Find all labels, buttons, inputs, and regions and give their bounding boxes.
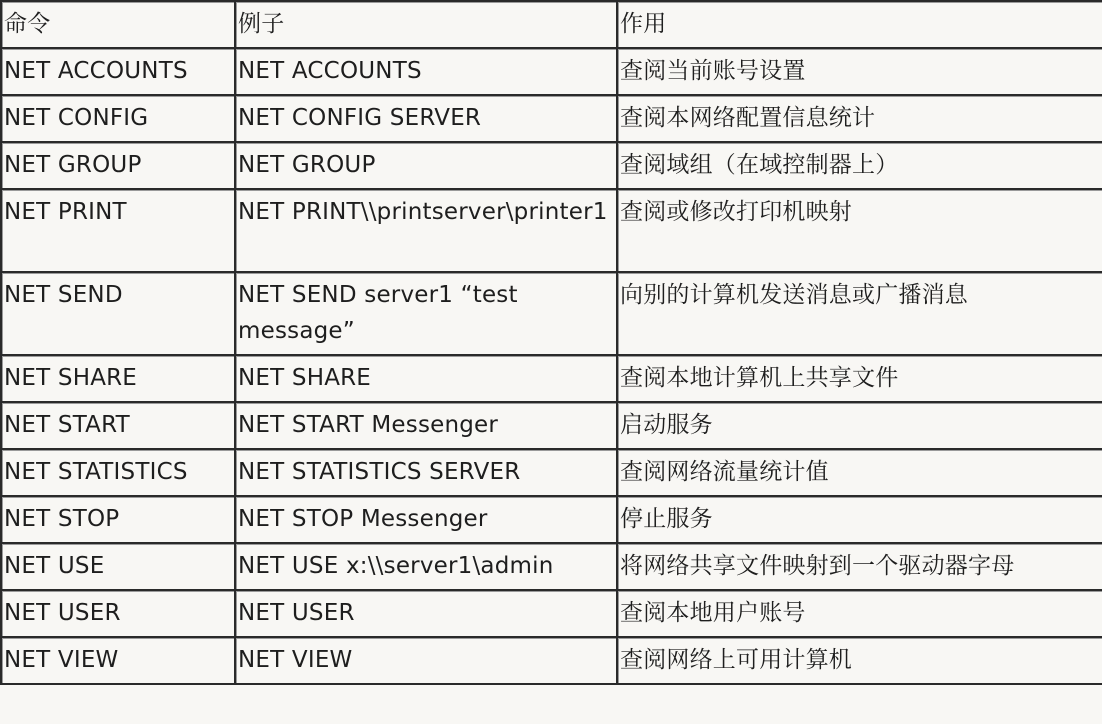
example-cell: NET SHARE <box>235 355 617 402</box>
command-cell: NET SHARE <box>1 355 235 402</box>
command-cell: NET USER <box>1 590 235 637</box>
purpose-cell: 启动服务 <box>617 402 1102 449</box>
purpose-cell: 查阅本网络配置信息统计 <box>617 95 1102 142</box>
example-cell: NET CONFIG SERVER <box>235 95 617 142</box>
purpose-cell: 向别的计算机发送消息或广播消息 <box>617 272 1102 355</box>
command-cell: NET STOP <box>1 496 235 543</box>
command-cell: NET ACCOUNTS <box>1 48 235 95</box>
table-row <box>1 449 1102 496</box>
purpose-cell: 查阅网络上可用计算机 <box>617 637 1102 684</box>
header-command: 命令 <box>1 1 235 48</box>
example-cell: NET STOP Messenger <box>235 496 617 543</box>
purpose-cell: 将网络共享文件映射到一个驱动器字母 <box>617 543 1102 590</box>
table-row <box>1 590 1102 637</box>
purpose-cell: 查阅本地用户账号 <box>617 590 1102 637</box>
command-cell: NET START <box>1 402 235 449</box>
command-cell: NET USE <box>1 543 235 590</box>
command-cell: NET SEND <box>1 272 235 355</box>
command-cell: NET VIEW <box>1 637 235 684</box>
command-cell: NET GROUP <box>1 142 235 189</box>
example-cell: NET START Messenger <box>235 402 617 449</box>
purpose-cell: 查阅本地计算机上共享文件 <box>617 355 1102 402</box>
table-row <box>1 95 1102 142</box>
table-body <box>1 1 1102 684</box>
command-cell: NET PRINT <box>1 189 235 272</box>
header-purpose: 作用 <box>617 1 1102 48</box>
purpose-cell: 查阅域组（在域控制器上） <box>617 142 1102 189</box>
table-row <box>1 272 1102 355</box>
example-cell: NET USER <box>235 590 617 637</box>
example-cell: NET ACCOUNTS <box>235 48 617 95</box>
table-row <box>1 142 1102 189</box>
table-row <box>1 543 1102 590</box>
table-row <box>1 189 1102 272</box>
example-cell: NET STATISTICS SERVER <box>235 449 617 496</box>
table-row <box>1 496 1102 543</box>
example-cell: NET USE x:\\server1\admin <box>235 543 617 590</box>
example-cell: NET SEND server1 “test message” <box>235 272 617 355</box>
purpose-cell: 查阅当前账号设置 <box>617 48 1102 95</box>
purpose-cell: 停止服务 <box>617 496 1102 543</box>
table-row <box>1 402 1102 449</box>
example-cell: NET PRINT\\printserver\printer1 <box>235 189 617 272</box>
table-header-row <box>1 1 1102 48</box>
table-row <box>1 355 1102 402</box>
example-cell: NET VIEW <box>235 637 617 684</box>
command-cell: NET STATISTICS <box>1 449 235 496</box>
command-cell: NET CONFIG <box>1 95 235 142</box>
table-row <box>1 637 1102 684</box>
example-cell: NET GROUP <box>235 142 617 189</box>
purpose-cell: 查阅或修改打印机映射 <box>617 189 1102 272</box>
table-row <box>1 48 1102 95</box>
purpose-cell: 查阅网络流量统计值 <box>617 449 1102 496</box>
header-example: 例子 <box>235 1 617 48</box>
